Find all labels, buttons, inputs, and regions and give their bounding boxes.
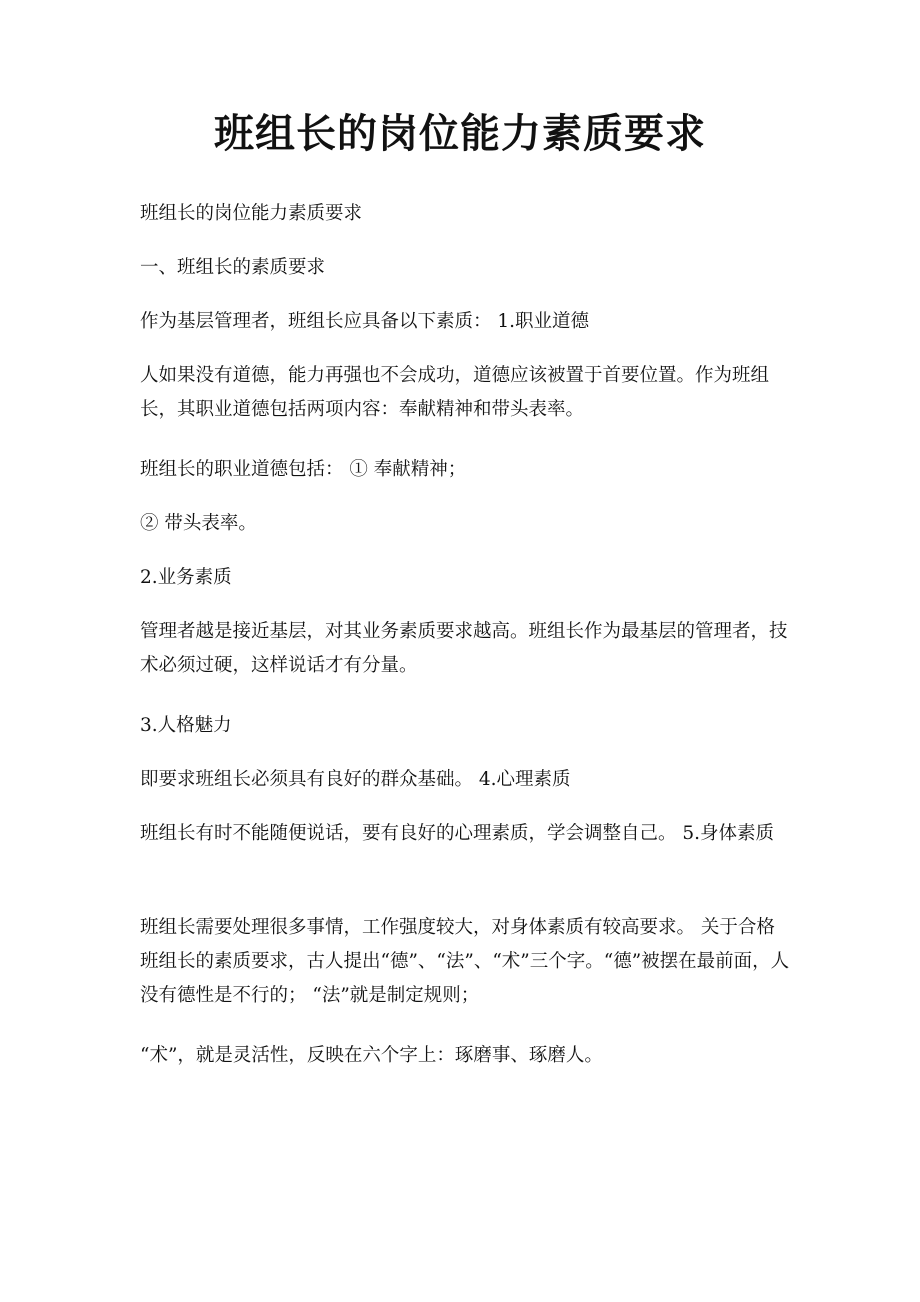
paragraph-charisma-heading: 3.人格魅力 — [140, 715, 232, 736]
paragraph-ethics-item-2: ② 带头表率。 — [140, 513, 257, 534]
paragraph-method: “术”，就是灵活性，反映在六个字上：琢磨事、琢磨人。 — [140, 1045, 603, 1066]
document-title: 班组长的岗位能力素质要求 — [214, 111, 706, 157]
paragraph-section-heading: 一、班组长的素质要求 — [140, 257, 326, 278]
paragraph-ethics: 人如果没有道德，能力再强也不会成功，道德应该被置于首要位置。作为班组长，其职业道德包括两项内容：奉献精神和带头表率。 — [140, 365, 770, 420]
paragraph-charisma: 即要求班组长必须具有良好的群众基础。 4.心理素质 — [140, 769, 571, 790]
paragraph-ethics-list: 班组长的职业道德包括： ① 奉献精神； — [140, 459, 467, 480]
paragraph-business: 管理者越是接近基层，对其业务素质要求越高。班组长作为最基层的管理者，技术必须过硬，这样说话才有分量。 — [140, 621, 788, 676]
paragraph-subtitle: 班组长的岗位能力素质要求 — [140, 203, 363, 224]
paragraph-business-heading: 2.业务素质 — [140, 567, 232, 588]
paragraph-physical: 班组长需要处理很多事情，工作强度较大，对身体素质有较高要求。 关于合格班组长的素质要求，古人提出“德”、“法”、“术”三个字。“德”被摆在最前面，人没有德性是不行的； “法”就是制定规则； — [140, 917, 790, 1006]
paragraph-intro: 作为基层管理者，班组长应具备以下素质： 1.职业道德 — [140, 311, 590, 332]
paragraph-psychology: 班组长有时不能随便说话，要有良好的心理素质，学会调整自己。 5.身体素质 — [140, 823, 775, 844]
